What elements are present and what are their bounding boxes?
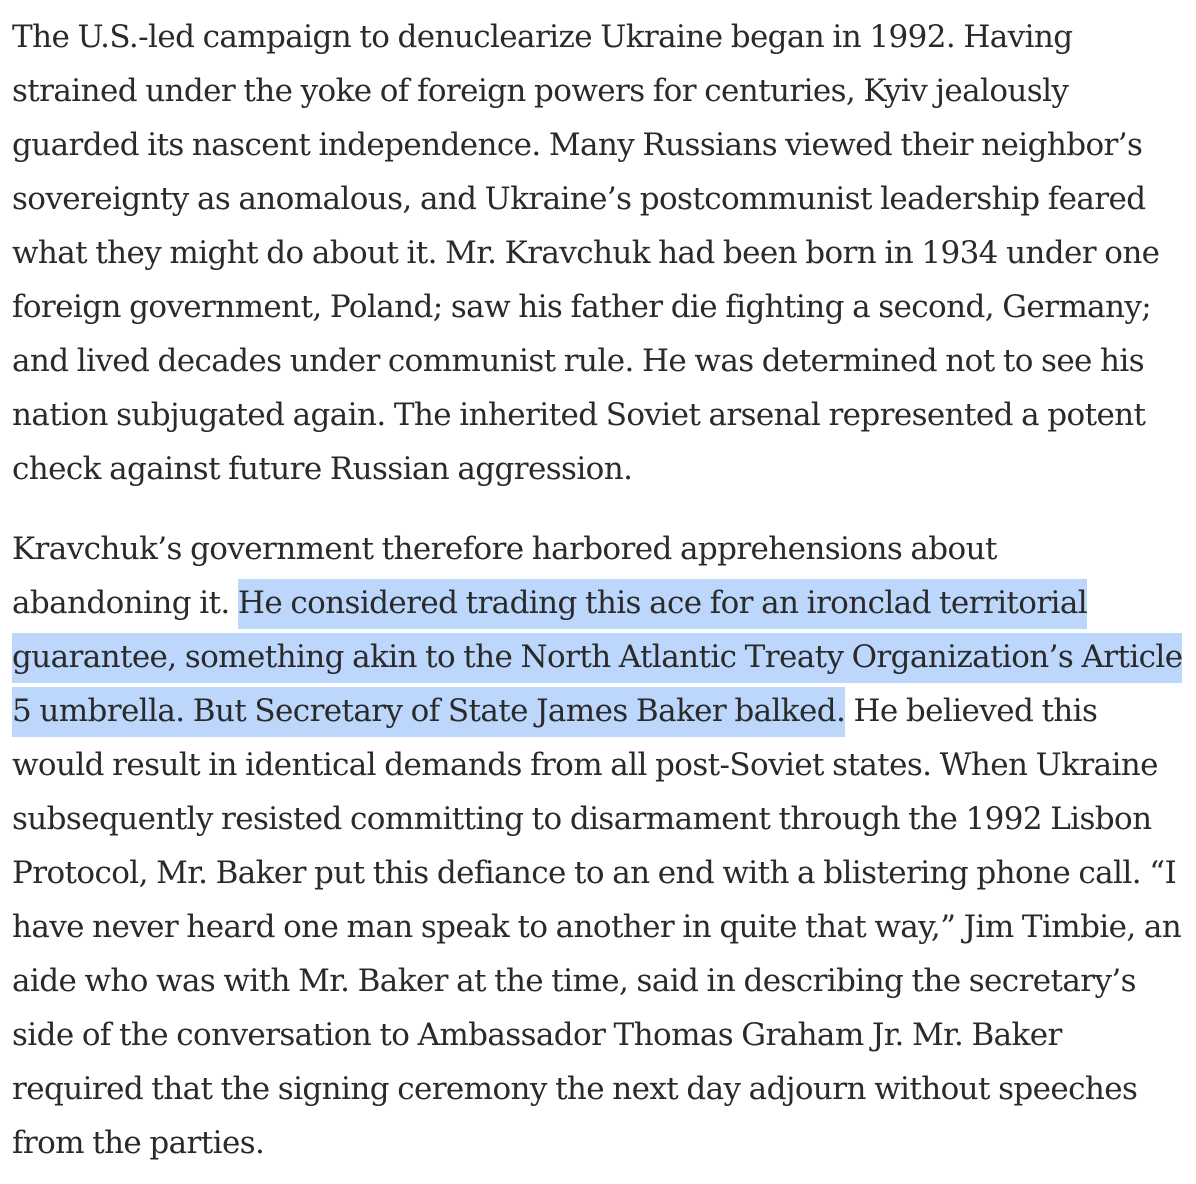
highlighted-text-selection[interactable]: He considered trading this ace for an ironclad territorial guarantee, something akin to the North Atlantic Treaty Organization’s Article 5 umbrella. But Secretary of State James Baker balked. — [12, 579, 1182, 737]
paragraph-1: The U.S.-led campaign to denuclearize Ukraine began in 1992. Having strained under the yoke of foreign powers for centuries, Kyiv jealously guarded its nascent independence. Many Russians viewed their neighbor’s sovereignty as anomalous, and Ukraine’s postcommunist leadership feared what they might do about it. Mr. Kravchuk had been born in 1934 under one foreign government, Poland; saw his father die fighting a second, Germany; and lived decades under communist rule. He was determined not to see his nation subjugated again. The inherited Soviet arsenal represented a potent check against future Russian aggression. — [12, 19, 1160, 487]
article-body — [12, 10, 1184, 1170]
paragraph-2 — [12, 522, 1184, 1170]
paragraph-2-after-highlight: He believed this would result in identical demands from all post-Soviet states. When Ukraine subsequently resisted committing to disarmament through the 1992 Lisbon Protocol, Mr. Baker put this defiance to an end with a blistering phone call. “I have never heard one man speak to another in quite that way,” Jim Timbie, an aide who was with Mr. Baker at the time, said in describing the secretary’s side of the conversation to Ambassador Thomas Graham Jr. Mr. Baker required that the signing ceremony the next day adjourn without speeches from the parties. — [12, 693, 1182, 1161]
paragraph-2-before-highlight: Kravchuk’s government therefore harbored apprehensions about abandoning it. — [12, 531, 997, 621]
